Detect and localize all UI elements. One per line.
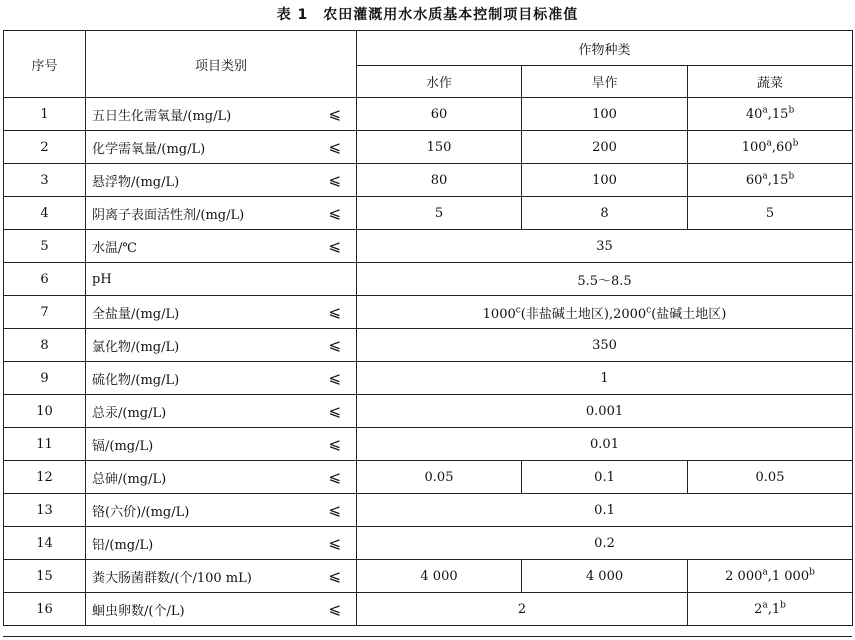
footnote-marker: b bbox=[788, 171, 795, 182]
footnote-marker: a bbox=[762, 105, 768, 116]
value-text: 350 bbox=[592, 337, 617, 353]
table-row bbox=[4, 230, 853, 263]
header-crop-group: 作物种类 bbox=[357, 31, 853, 66]
value-text: 8 bbox=[600, 205, 609, 221]
row-limit-operator: ⩽ bbox=[314, 164, 357, 197]
header-category: 项目类别 bbox=[86, 31, 357, 98]
row-number: 14 bbox=[4, 527, 86, 560]
table-row bbox=[4, 494, 853, 527]
table-body bbox=[4, 98, 853, 626]
row-value-cell bbox=[357, 98, 522, 131]
row-value-cell bbox=[688, 593, 853, 626]
row-item-name: 悬浮物/(mg/L) bbox=[86, 164, 314, 197]
row-limit-operator: ⩽ bbox=[314, 527, 357, 560]
table-row bbox=[4, 461, 853, 494]
table-row bbox=[4, 593, 853, 626]
row-limit-operator: ⩽ bbox=[314, 230, 357, 263]
value-text: 0.001 bbox=[585, 403, 624, 419]
row-value-cell bbox=[357, 494, 853, 527]
value-text: 150 bbox=[426, 139, 452, 155]
row-item-name: 化学需氧量/(mg/L) bbox=[86, 131, 314, 164]
header-seq: 序号 bbox=[4, 31, 86, 98]
footnote-marker: c bbox=[646, 305, 652, 316]
row-number: 3 bbox=[4, 164, 86, 197]
row-value-cell bbox=[522, 98, 688, 131]
row-value-cell bbox=[357, 395, 853, 428]
value-text: 35 bbox=[596, 238, 613, 254]
row-number: 16 bbox=[4, 593, 86, 626]
table-row bbox=[4, 296, 853, 329]
value-text: 4 000 bbox=[420, 568, 458, 584]
row-value-cell bbox=[357, 527, 853, 560]
row-limit-operator: ⩽ bbox=[314, 197, 357, 230]
row-item-name: 蛔虫卵数/(个/L) bbox=[86, 593, 314, 626]
row-value-cell bbox=[688, 461, 853, 494]
row-value-cell bbox=[522, 560, 688, 593]
row-item-name: 水温/℃ bbox=[86, 230, 314, 263]
table-row bbox=[4, 98, 853, 131]
footnote-marker: b bbox=[809, 567, 815, 578]
value-text: 0.2 bbox=[594, 535, 615, 551]
row-value-cell bbox=[357, 428, 853, 461]
row-value-cell bbox=[357, 461, 522, 494]
value-text: ,15 bbox=[767, 106, 789, 122]
table-row bbox=[4, 164, 853, 197]
row-item-name: 全盐量/(mg/L) bbox=[86, 296, 314, 329]
row-value-cell bbox=[357, 164, 522, 197]
table-row bbox=[4, 428, 853, 461]
row-number: 7 bbox=[4, 296, 86, 329]
header-crop-dryland: 旱作 bbox=[522, 66, 688, 98]
footnote-marker: b bbox=[788, 105, 795, 116]
footnote-marker: a bbox=[762, 567, 768, 578]
row-item-name: 总砷/(mg/L) bbox=[86, 461, 314, 494]
row-number: 9 bbox=[4, 362, 86, 395]
value-text: 2 bbox=[754, 601, 763, 617]
row-limit-operator: ⩽ bbox=[314, 98, 357, 131]
row-value-cell bbox=[357, 593, 688, 626]
value-text: ,1 000 bbox=[767, 568, 810, 584]
row-value-cell bbox=[522, 461, 688, 494]
row-value-cell bbox=[688, 560, 853, 593]
value-text: 0.1 bbox=[594, 502, 615, 518]
row-limit-operator: ⩽ bbox=[314, 329, 357, 362]
row-value-cell bbox=[357, 296, 853, 329]
value-text: 2 000 bbox=[725, 568, 763, 584]
value-text: 60 bbox=[430, 106, 448, 122]
value-text: 5 bbox=[434, 205, 444, 221]
row-value-cell bbox=[688, 98, 853, 131]
value-text: 0.05 bbox=[755, 469, 785, 485]
value-text: 5 bbox=[765, 205, 775, 221]
row-limit-operator: ⩽ bbox=[314, 560, 357, 593]
row-limit-operator: ⩽ bbox=[314, 296, 357, 329]
row-item-name: 粪大肠菌群数/(个/100 mL) bbox=[86, 560, 314, 593]
value-text: 100 bbox=[592, 106, 617, 122]
row-value-cell bbox=[688, 131, 853, 164]
water-quality-table bbox=[3, 30, 853, 626]
row-number: 8 bbox=[4, 329, 86, 362]
header-crop-vegetable: 蔬菜 bbox=[688, 66, 853, 98]
row-limit-operator: ⩽ bbox=[314, 593, 357, 626]
row-value-cell bbox=[522, 197, 688, 230]
row-value-cell bbox=[357, 362, 853, 395]
table-row bbox=[4, 527, 853, 560]
row-limit-operator: ⩽ bbox=[314, 494, 357, 527]
value-text: (非盐碱土地区),2000 bbox=[520, 306, 647, 322]
value-text: ,60 bbox=[771, 139, 793, 155]
row-item-name: pH bbox=[86, 263, 314, 296]
table-bottom-rule bbox=[3, 636, 852, 637]
value-text: ,15 bbox=[767, 172, 789, 188]
row-number: 2 bbox=[4, 131, 86, 164]
table-row bbox=[4, 395, 853, 428]
row-value-cell bbox=[522, 131, 688, 164]
row-limit-operator: ⩽ bbox=[314, 395, 357, 428]
value-text: (盐碱土地区) bbox=[651, 306, 727, 322]
row-value-cell bbox=[357, 329, 853, 362]
row-number: 1 bbox=[4, 98, 86, 131]
row-item-name: 氯化物/(mg/L) bbox=[86, 329, 314, 362]
row-value-cell bbox=[688, 164, 853, 197]
row-value-cell bbox=[357, 230, 853, 263]
row-limit-operator: ⩽ bbox=[314, 131, 357, 164]
footnote-marker: c bbox=[515, 305, 521, 316]
value-text: ,1 bbox=[767, 601, 781, 617]
value-text: 0.01 bbox=[590, 436, 619, 452]
value-text: 5.5～8.5 bbox=[577, 273, 632, 289]
row-value-cell bbox=[357, 263, 853, 296]
row-value-cell bbox=[357, 131, 522, 164]
row-limit-operator: ⩽ bbox=[314, 428, 357, 461]
row-item-name: 阴离子表面活性剂/(mg/L) bbox=[86, 197, 314, 230]
value-text: 200 bbox=[592, 139, 617, 155]
row-number: 6 bbox=[4, 263, 86, 296]
row-number: 15 bbox=[4, 560, 86, 593]
table-row bbox=[4, 362, 853, 395]
row-item-name: 铬(六价)/(mg/L) bbox=[86, 494, 314, 527]
row-limit-operator: ⩽ bbox=[314, 461, 357, 494]
row-number: 11 bbox=[4, 428, 86, 461]
row-item-name: 铅/(mg/L) bbox=[86, 527, 314, 560]
table-row bbox=[4, 131, 853, 164]
row-value-cell bbox=[357, 197, 522, 230]
table-row bbox=[4, 197, 853, 230]
value-text: 100 bbox=[592, 172, 617, 188]
row-number: 10 bbox=[4, 395, 86, 428]
value-text: 1 bbox=[600, 370, 609, 386]
row-limit-operator bbox=[314, 263, 357, 296]
row-value-cell bbox=[357, 560, 522, 593]
footnote-marker: a bbox=[766, 138, 772, 149]
value-text: 4 000 bbox=[585, 568, 624, 584]
row-number: 12 bbox=[4, 461, 86, 494]
table-row bbox=[4, 560, 853, 593]
row-item-name: 总汞/(mg/L) bbox=[86, 395, 314, 428]
value-text: 100 bbox=[741, 139, 767, 155]
row-number: 4 bbox=[4, 197, 86, 230]
row-value-cell bbox=[688, 197, 853, 230]
footnote-marker: b bbox=[792, 138, 799, 149]
value-text: 60 bbox=[745, 172, 763, 188]
table-row bbox=[4, 263, 853, 296]
row-item-name: 硫化物/(mg/L) bbox=[86, 362, 314, 395]
row-number: 13 bbox=[4, 494, 86, 527]
value-text: 2 bbox=[517, 601, 527, 617]
value-text: 40 bbox=[745, 106, 763, 122]
footnote-marker: a bbox=[762, 171, 768, 182]
row-limit-operator: ⩽ bbox=[314, 362, 357, 395]
header-crop-paddy: 水作 bbox=[357, 66, 522, 98]
row-number: 5 bbox=[4, 230, 86, 263]
footnote-marker: a bbox=[762, 600, 768, 611]
value-text: 0.05 bbox=[424, 469, 454, 485]
row-item-name: 镉/(mg/L) bbox=[86, 428, 314, 461]
table-row bbox=[4, 329, 853, 362]
value-text: 0.1 bbox=[594, 469, 615, 485]
table-title: 表 1 农田灌溉用水水质基本控制项目标准值 bbox=[276, 7, 579, 23]
row-item-name: 五日生化需氧量/(mg/L) bbox=[86, 98, 314, 131]
row-value-cell bbox=[522, 164, 688, 197]
footnote-marker: b bbox=[780, 600, 786, 611]
value-text: 1000 bbox=[482, 306, 516, 322]
value-text: 80 bbox=[430, 172, 448, 188]
